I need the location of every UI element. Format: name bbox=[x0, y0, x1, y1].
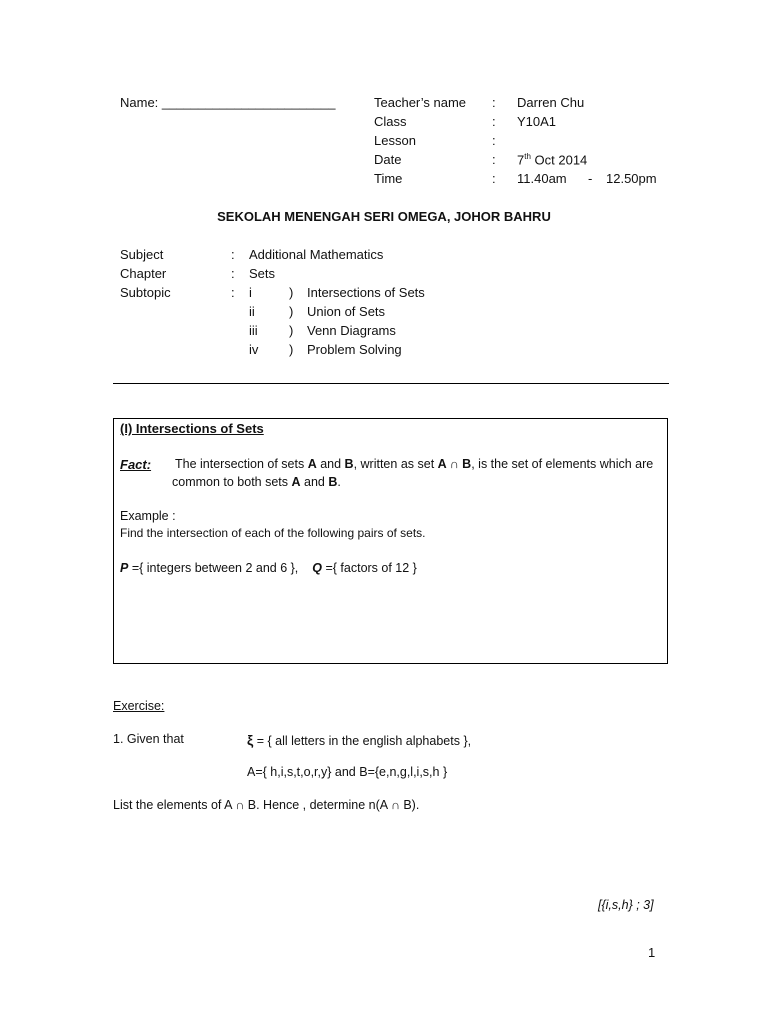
set-b-symbol: B bbox=[344, 457, 354, 471]
class-label: Class bbox=[374, 114, 407, 129]
class-colon: : bbox=[492, 114, 496, 129]
subject-colon: : bbox=[231, 247, 235, 262]
fact-text: and bbox=[300, 475, 329, 489]
intersection-section-box bbox=[113, 418, 668, 664]
example-sets bbox=[120, 561, 417, 575]
example-label: Example : bbox=[120, 509, 176, 523]
set-q-definition: ={ factors of 12 } bbox=[322, 561, 417, 575]
subtopic-paren: ) bbox=[289, 285, 294, 300]
fact-text: , written as set bbox=[353, 457, 438, 471]
section-heading-text: (I) Intersections of Sets bbox=[120, 421, 264, 436]
fact-text: and bbox=[316, 457, 345, 471]
fact-text: common to both sets bbox=[172, 475, 292, 489]
universal-set-definition: = { all letters in the english alphabets }, bbox=[253, 734, 472, 748]
subtopic-paren: ) bbox=[289, 304, 294, 319]
fact-line-2 bbox=[172, 475, 341, 489]
subtopic-colon: : bbox=[231, 285, 235, 300]
exercise-heading-text: Exercise: bbox=[113, 699, 165, 713]
subtopic-text: Intersections of Sets bbox=[307, 285, 425, 300]
lesson-colon: : bbox=[492, 133, 496, 148]
class-value: Y10A1 bbox=[517, 114, 557, 129]
question-1-prefix: 1. Given that bbox=[113, 732, 184, 746]
teacher-colon: : bbox=[492, 95, 496, 110]
section-heading bbox=[120, 421, 264, 436]
set-p-symbol: P bbox=[120, 561, 129, 575]
chapter-value: Sets bbox=[249, 266, 276, 281]
question-1-answer: [{i,s,h} ; 3] bbox=[598, 898, 654, 912]
set-b-symbol: B bbox=[328, 475, 338, 489]
fact-label bbox=[120, 457, 151, 472]
fact-label-text: Fact: bbox=[120, 457, 152, 472]
time-colon: : bbox=[492, 171, 496, 186]
time-dash: - bbox=[588, 171, 593, 186]
subtopic-number: ii bbox=[249, 304, 255, 319]
date-label: Date bbox=[374, 152, 402, 167]
date-value bbox=[517, 152, 587, 167]
subtopic-number: i bbox=[249, 285, 252, 300]
example-instruction: Find the intersection of each of the following pairs of sets. bbox=[120, 526, 426, 540]
teacher-label: Teacher’s name bbox=[374, 95, 467, 110]
name-field-label: Name: ________________________ bbox=[120, 95, 336, 110]
date-day: 7 bbox=[517, 152, 525, 168]
subject-value: Additional Mathematics bbox=[249, 247, 384, 262]
question-1-sets: A={ h,i,s,t,o,r,y} and B={e,n,g,l,i,s,h } bbox=[247, 765, 448, 779]
fact-text: , is the set of elements which are bbox=[471, 457, 654, 471]
chapter-label: Chapter bbox=[120, 266, 167, 281]
set-a-symbol: A bbox=[291, 475, 301, 489]
exercise-heading bbox=[113, 699, 164, 713]
teacher-value: Darren Chu bbox=[517, 95, 585, 110]
divider-line bbox=[113, 383, 669, 384]
question-1-task: List the elements of A ∩ B. Hence , determine n(A ∩ B). bbox=[113, 798, 420, 812]
time-label: Time bbox=[374, 171, 403, 186]
set-q-symbol: Q bbox=[312, 561, 322, 575]
chapter-colon: : bbox=[231, 266, 235, 281]
fact-text: The intersection of sets bbox=[175, 457, 308, 471]
xi-symbol: ξ bbox=[247, 732, 254, 748]
set-a-symbol: A bbox=[307, 457, 317, 471]
subtopic-paren: ) bbox=[289, 342, 294, 357]
universal-set bbox=[247, 732, 471, 748]
subject-label: Subject bbox=[120, 247, 164, 262]
date-suffix: th bbox=[524, 152, 531, 161]
subtopic-number: iv bbox=[249, 342, 259, 357]
set-p-definition: ={ integers between 2 and 6 }, bbox=[128, 561, 299, 575]
fact-text: . bbox=[337, 475, 341, 489]
time-end: 12.50pm bbox=[606, 171, 657, 186]
fact-line-1 bbox=[175, 457, 653, 471]
date-rest: Oct 2014 bbox=[530, 152, 588, 168]
lesson-label: Lesson bbox=[374, 133, 416, 148]
subtopic-label: Subtopic bbox=[120, 285, 171, 300]
school-title: SEKOLAH MENENGAH SERI OMEGA, JOHOR BAHRU bbox=[217, 209, 551, 224]
subtopic-paren: ) bbox=[289, 323, 294, 338]
subtopic-text: Venn Diagrams bbox=[307, 323, 396, 338]
date-colon: : bbox=[492, 152, 496, 167]
intersection-symbol: A ∩ B bbox=[437, 457, 472, 471]
subtopic-text: Problem Solving bbox=[307, 342, 402, 357]
time-start: 11.40am bbox=[517, 171, 567, 186]
subtopic-text: Union of Sets bbox=[307, 304, 386, 319]
subtopic-number: iii bbox=[249, 323, 258, 338]
page-number: 1 bbox=[648, 945, 656, 960]
